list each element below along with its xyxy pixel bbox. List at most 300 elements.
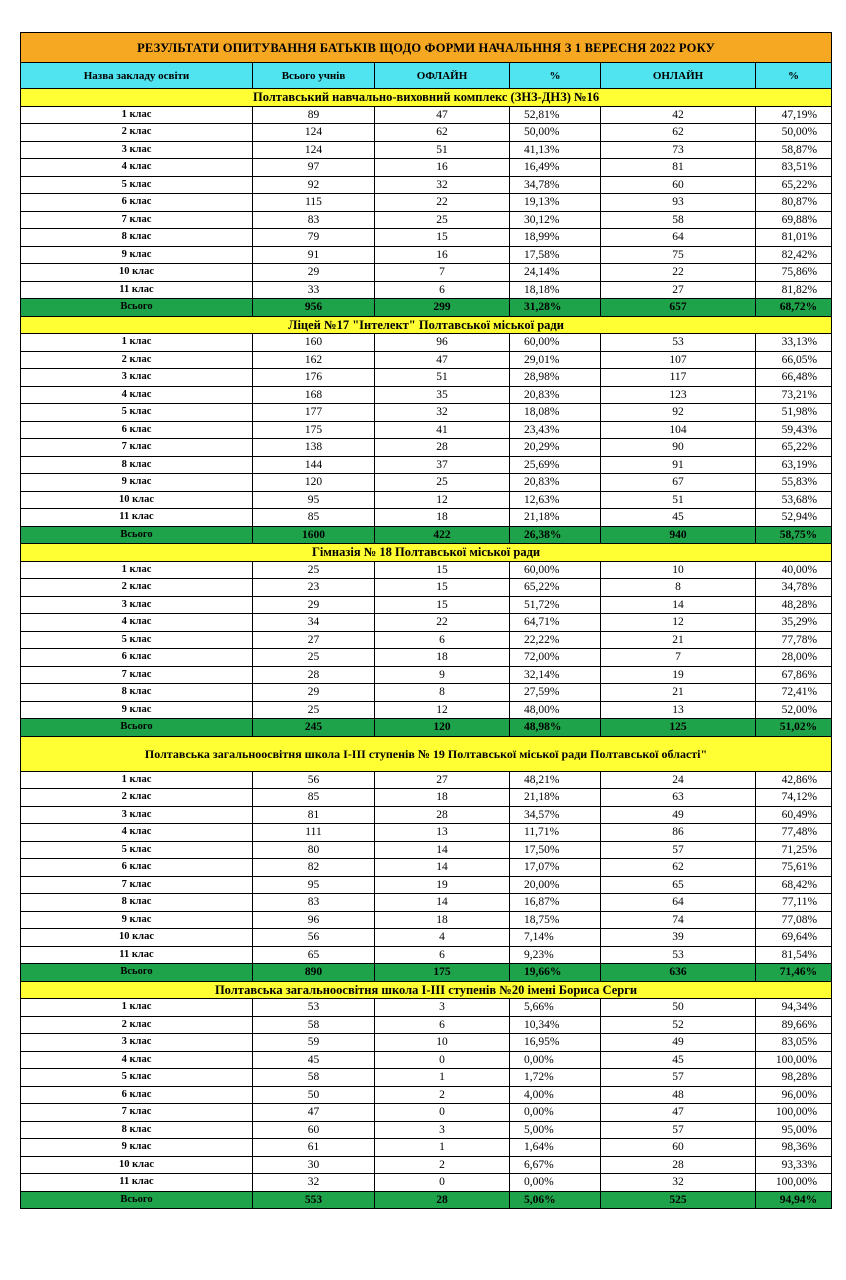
total-students: 138	[253, 439, 375, 457]
total-students: 85	[253, 789, 375, 807]
online-count: 64	[601, 229, 756, 247]
offline-count: 15	[375, 596, 510, 614]
online-count: 93	[601, 194, 756, 212]
table-row	[21, 561, 832, 579]
offline-percent: 0,00%	[510, 1051, 601, 1069]
total-offline-percent: 5,06%	[510, 1191, 601, 1209]
offline-percent: 21,18%	[510, 509, 601, 527]
school-name: Полтавська загальноосвітня школа І-ІІІ ступенів №20 імені Бориса Серги	[21, 981, 832, 999]
grade-label: 5 клас	[21, 176, 253, 194]
table-row	[21, 386, 832, 404]
grade-label: 10 клас	[21, 1156, 253, 1174]
grade-label: 1 клас	[21, 106, 253, 124]
table-row	[21, 404, 832, 422]
offline-percent: 50,00%	[510, 124, 601, 142]
total-students: 25	[253, 649, 375, 667]
total-students: 33	[253, 281, 375, 299]
column-header-online: ОНЛАЙН	[601, 63, 756, 89]
offline-percent: 18,18%	[510, 281, 601, 299]
total-students: 80	[253, 841, 375, 859]
online-percent: 74,12%	[756, 789, 832, 807]
offline-percent: 5,66%	[510, 999, 601, 1017]
total-students: 45	[253, 1051, 375, 1069]
total-students: 30	[253, 1156, 375, 1174]
offline-count: 14	[375, 894, 510, 912]
total-row	[21, 1191, 832, 1209]
online-percent: 96,00%	[756, 1086, 832, 1104]
table-row	[21, 824, 832, 842]
online-count: 48	[601, 1086, 756, 1104]
total-row	[21, 299, 832, 317]
total-students: 97	[253, 159, 375, 177]
table-row	[21, 946, 832, 964]
offline-count: 15	[375, 229, 510, 247]
offline-percent: 28,98%	[510, 369, 601, 387]
online-percent: 95,00%	[756, 1121, 832, 1139]
offline-count: 22	[375, 194, 510, 212]
grade-label: 6 клас	[21, 649, 253, 667]
total-students: 27	[253, 631, 375, 649]
grade-label: 11 клас	[21, 1174, 253, 1192]
grade-label: 2 клас	[21, 1016, 253, 1034]
total-students: 23	[253, 579, 375, 597]
online-percent: 82,42%	[756, 246, 832, 264]
online-count: 51	[601, 491, 756, 509]
offline-percent: 19,13%	[510, 194, 601, 212]
total-students: 168	[253, 386, 375, 404]
online-percent: 75,61%	[756, 859, 832, 877]
offline-count: 10	[375, 1034, 510, 1052]
online-percent: 77,08%	[756, 911, 832, 929]
total-students: 82	[253, 859, 375, 877]
online-percent: 50,00%	[756, 124, 832, 142]
table-row	[21, 106, 832, 124]
school-header-row	[21, 89, 832, 107]
offline-percent: 0,00%	[510, 1174, 601, 1192]
online-percent: 100,00%	[756, 1104, 832, 1122]
online-percent: 53,68%	[756, 491, 832, 509]
total-online-percent: 71,46%	[756, 964, 832, 982]
offline-percent: 23,43%	[510, 421, 601, 439]
online-count: 7	[601, 649, 756, 667]
grade-label: 1 клас	[21, 771, 253, 789]
grade-label: 3 клас	[21, 596, 253, 614]
offline-percent: 17,07%	[510, 859, 601, 877]
total-students: 47	[253, 1104, 375, 1122]
online-percent: 69,64%	[756, 929, 832, 947]
total-students: 58	[253, 1016, 375, 1034]
total-offline-count: 299	[375, 299, 510, 317]
online-count: 49	[601, 1034, 756, 1052]
offline-count: 51	[375, 369, 510, 387]
offline-percent: 60,00%	[510, 334, 601, 352]
offline-percent: 30,12%	[510, 211, 601, 229]
online-count: 45	[601, 509, 756, 527]
offline-percent: 27,59%	[510, 684, 601, 702]
offline-percent: 5,00%	[510, 1121, 601, 1139]
offline-count: 25	[375, 211, 510, 229]
offline-percent: 65,22%	[510, 579, 601, 597]
offline-count: 25	[375, 474, 510, 492]
column-header-offline: ОФЛАЙН	[375, 63, 510, 89]
online-count: 24	[601, 771, 756, 789]
title-row	[21, 33, 832, 63]
table-row	[21, 124, 832, 142]
grade-label: 9 клас	[21, 701, 253, 719]
grade-label: 9 клас	[21, 911, 253, 929]
online-count: 28	[601, 1156, 756, 1174]
online-count: 81	[601, 159, 756, 177]
online-count: 50	[601, 999, 756, 1017]
grade-label: 4 клас	[21, 1051, 253, 1069]
total-online-percent: 68,72%	[756, 299, 832, 317]
grade-label: 11 клас	[21, 281, 253, 299]
offline-percent: 34,78%	[510, 176, 601, 194]
online-percent: 77,78%	[756, 631, 832, 649]
offline-count: 96	[375, 334, 510, 352]
online-percent: 89,66%	[756, 1016, 832, 1034]
grade-label: 10 клас	[21, 929, 253, 947]
online-percent: 93,33%	[756, 1156, 832, 1174]
offline-count: 16	[375, 246, 510, 264]
online-count: 63	[601, 789, 756, 807]
table-row	[21, 684, 832, 702]
online-percent: 48,28%	[756, 596, 832, 614]
grade-label: 4 клас	[21, 159, 253, 177]
total-online-count: 940	[601, 526, 756, 544]
grade-label: 8 клас	[21, 456, 253, 474]
online-count: 21	[601, 631, 756, 649]
table-row	[21, 246, 832, 264]
total-students: 83	[253, 894, 375, 912]
offline-percent: 18,08%	[510, 404, 601, 422]
school-name: Ліцей №17 "Інтелект" Полтавської міської ради	[21, 316, 832, 334]
total-online-count: 525	[601, 1191, 756, 1209]
offline-count: 1	[375, 1069, 510, 1087]
grade-label: 3 клас	[21, 141, 253, 159]
total-students: 34	[253, 614, 375, 632]
offline-percent: 20,83%	[510, 474, 601, 492]
table-row	[21, 806, 832, 824]
grade-label: 8 клас	[21, 684, 253, 702]
offline-count: 18	[375, 649, 510, 667]
total-students: 28	[253, 666, 375, 684]
table-row	[21, 1034, 832, 1052]
online-count: 53	[601, 946, 756, 964]
online-count: 53	[601, 334, 756, 352]
online-percent: 28,00%	[756, 649, 832, 667]
grade-label: 8 клас	[21, 894, 253, 912]
offline-percent: 16,95%	[510, 1034, 601, 1052]
online-percent: 47,19%	[756, 106, 832, 124]
table-row	[21, 579, 832, 597]
offline-count: 18	[375, 789, 510, 807]
offline-count: 12	[375, 701, 510, 719]
total-offline-count: 120	[375, 719, 510, 737]
offline-count: 47	[375, 351, 510, 369]
total-total-students: 553	[253, 1191, 375, 1209]
total-students: 95	[253, 491, 375, 509]
table-row	[21, 1051, 832, 1069]
total-students: 53	[253, 999, 375, 1017]
online-count: 57	[601, 1121, 756, 1139]
offline-percent: 17,58%	[510, 246, 601, 264]
grade-label: 3 клас	[21, 1034, 253, 1052]
column-header-total-students: Всього учнів	[253, 63, 375, 89]
online-percent: 65,22%	[756, 439, 832, 457]
online-count: 8	[601, 579, 756, 597]
total-grade-label: Всього	[21, 719, 253, 737]
total-students: 60	[253, 1121, 375, 1139]
online-count: 57	[601, 841, 756, 859]
grade-label: 7 клас	[21, 666, 253, 684]
offline-count: 15	[375, 579, 510, 597]
online-count: 14	[601, 596, 756, 614]
table-row	[21, 1016, 832, 1034]
offline-count: 22	[375, 614, 510, 632]
table-row	[21, 141, 832, 159]
online-count: 21	[601, 684, 756, 702]
school-header-row	[21, 544, 832, 562]
offline-count: 2	[375, 1156, 510, 1174]
grade-label: 1 клас	[21, 999, 253, 1017]
online-percent: 94,34%	[756, 999, 832, 1017]
table-row	[21, 841, 832, 859]
total-students: 25	[253, 701, 375, 719]
table-row	[21, 999, 832, 1017]
total-grade-label: Всього	[21, 526, 253, 544]
online-count: 32	[601, 1174, 756, 1192]
online-percent: 35,29%	[756, 614, 832, 632]
total-offline-percent: 26,38%	[510, 526, 601, 544]
online-percent: 81,82%	[756, 281, 832, 299]
online-percent: 52,94%	[756, 509, 832, 527]
online-count: 49	[601, 806, 756, 824]
online-count: 62	[601, 124, 756, 142]
total-online-percent: 94,94%	[756, 1191, 832, 1209]
online-percent: 69,88%	[756, 211, 832, 229]
school-header-row	[21, 736, 832, 771]
online-percent: 80,87%	[756, 194, 832, 212]
table-row	[21, 1156, 832, 1174]
offline-count: 41	[375, 421, 510, 439]
offline-count: 37	[375, 456, 510, 474]
total-row	[21, 526, 832, 544]
total-online-count: 636	[601, 964, 756, 982]
offline-percent: 21,18%	[510, 789, 601, 807]
offline-percent: 16,49%	[510, 159, 601, 177]
online-count: 91	[601, 456, 756, 474]
online-percent: 83,05%	[756, 1034, 832, 1052]
total-students: 85	[253, 509, 375, 527]
total-students: 29	[253, 596, 375, 614]
grade-label: 1 клас	[21, 334, 253, 352]
total-students: 61	[253, 1139, 375, 1157]
offline-percent: 6,67%	[510, 1156, 601, 1174]
total-students: 83	[253, 211, 375, 229]
total-students: 160	[253, 334, 375, 352]
total-students: 176	[253, 369, 375, 387]
grade-label: 11 клас	[21, 946, 253, 964]
offline-count: 32	[375, 176, 510, 194]
online-percent: 98,28%	[756, 1069, 832, 1087]
total-students: 25	[253, 561, 375, 579]
grade-label: 7 клас	[21, 876, 253, 894]
online-count: 52	[601, 1016, 756, 1034]
total-offline-percent: 19,66%	[510, 964, 601, 982]
offline-percent: 9,23%	[510, 946, 601, 964]
header-row	[21, 63, 832, 89]
offline-percent: 18,99%	[510, 229, 601, 247]
grade-label: 6 клас	[21, 1086, 253, 1104]
offline-count: 6	[375, 281, 510, 299]
online-count: 60	[601, 176, 756, 194]
offline-percent: 11,71%	[510, 824, 601, 842]
online-percent: 65,22%	[756, 176, 832, 194]
column-header-school: Назва закладу освіти	[21, 63, 253, 89]
online-percent: 55,83%	[756, 474, 832, 492]
total-offline-percent: 48,98%	[510, 719, 601, 737]
total-offline-count: 28	[375, 1191, 510, 1209]
grade-label: 10 клас	[21, 264, 253, 282]
total-students: 92	[253, 176, 375, 194]
offline-count: 0	[375, 1104, 510, 1122]
grade-label: 11 клас	[21, 509, 253, 527]
table-row	[21, 1121, 832, 1139]
offline-percent: 52,81%	[510, 106, 601, 124]
grade-label: 8 клас	[21, 229, 253, 247]
grade-label: 2 клас	[21, 579, 253, 597]
offline-count: 13	[375, 824, 510, 842]
survey-sheet	[20, 32, 831, 1209]
grade-label: 6 клас	[21, 194, 253, 212]
offline-count: 19	[375, 876, 510, 894]
grade-label: 7 клас	[21, 439, 253, 457]
online-percent: 40,00%	[756, 561, 832, 579]
online-count: 74	[601, 911, 756, 929]
total-students: 50	[253, 1086, 375, 1104]
page-title: РЕЗУЛЬТАТИ ОПИТУВАННЯ БАТЬКІВ ЩОДО ФОРМИ НАЧАЛЬННЯ З 1 ВЕРЕСНЯ 2022 РОКУ	[21, 33, 832, 63]
online-percent: 81,01%	[756, 229, 832, 247]
offline-count: 3	[375, 999, 510, 1017]
total-online-count: 657	[601, 299, 756, 317]
table-row	[21, 369, 832, 387]
online-count: 67	[601, 474, 756, 492]
grade-label: 9 клас	[21, 1139, 253, 1157]
total-students: 79	[253, 229, 375, 247]
table-row	[21, 666, 832, 684]
offline-count: 0	[375, 1174, 510, 1192]
offline-count: 0	[375, 1051, 510, 1069]
offline-percent: 12,63%	[510, 491, 601, 509]
online-percent: 73,21%	[756, 386, 832, 404]
total-offline-count: 175	[375, 964, 510, 982]
online-percent: 77,48%	[756, 824, 832, 842]
table-row	[21, 701, 832, 719]
total-row	[21, 719, 832, 737]
school-header-row	[21, 981, 832, 999]
online-percent: 58,87%	[756, 141, 832, 159]
table-row	[21, 596, 832, 614]
online-count: 60	[601, 1139, 756, 1157]
table-row	[21, 334, 832, 352]
grade-label: 4 клас	[21, 386, 253, 404]
offline-count: 7	[375, 264, 510, 282]
total-students: 95	[253, 876, 375, 894]
total-total-students: 956	[253, 299, 375, 317]
grade-label: 9 клас	[21, 246, 253, 264]
offline-percent: 1,72%	[510, 1069, 601, 1087]
table-row	[21, 194, 832, 212]
survey-table	[20, 32, 832, 1209]
offline-percent: 0,00%	[510, 1104, 601, 1122]
total-grade-label: Всього	[21, 1191, 253, 1209]
school-name: Гімназія № 18 Полтавської міської ради	[21, 544, 832, 562]
total-students: 81	[253, 806, 375, 824]
online-percent: 52,00%	[756, 701, 832, 719]
total-students: 124	[253, 141, 375, 159]
table-row	[21, 1104, 832, 1122]
online-count: 92	[601, 404, 756, 422]
online-percent: 33,13%	[756, 334, 832, 352]
school-name: Полтавський навчально-виховний комплекс (ЗНЗ-ДНЗ) №16	[21, 89, 832, 107]
online-percent: 81,54%	[756, 946, 832, 964]
online-percent: 68,42%	[756, 876, 832, 894]
table-row	[21, 649, 832, 667]
online-count: 13	[601, 701, 756, 719]
offline-count: 27	[375, 771, 510, 789]
table-row	[21, 876, 832, 894]
grade-label: 4 клас	[21, 614, 253, 632]
total-students: 65	[253, 946, 375, 964]
online-count: 42	[601, 106, 756, 124]
online-count: 90	[601, 439, 756, 457]
table-row	[21, 1139, 832, 1157]
offline-percent: 20,83%	[510, 386, 601, 404]
total-total-students: 890	[253, 964, 375, 982]
online-count: 123	[601, 386, 756, 404]
offline-count: 32	[375, 404, 510, 422]
total-grade-label: Всього	[21, 964, 253, 982]
offline-percent: 20,29%	[510, 439, 601, 457]
survey-table-body	[21, 33, 832, 1209]
total-grade-label: Всього	[21, 299, 253, 317]
offline-count: 14	[375, 859, 510, 877]
table-row	[21, 439, 832, 457]
online-count: 12	[601, 614, 756, 632]
offline-percent: 48,00%	[510, 701, 601, 719]
offline-count: 6	[375, 631, 510, 649]
total-students: 89	[253, 106, 375, 124]
grade-label: 1 клас	[21, 561, 253, 579]
online-percent: 83,51%	[756, 159, 832, 177]
table-row	[21, 211, 832, 229]
offline-count: 18	[375, 911, 510, 929]
table-row	[21, 1174, 832, 1192]
online-count: 22	[601, 264, 756, 282]
online-percent: 98,36%	[756, 1139, 832, 1157]
table-row	[21, 176, 832, 194]
grade-label: 6 клас	[21, 859, 253, 877]
table-row	[21, 351, 832, 369]
total-students: 120	[253, 474, 375, 492]
offline-count: 3	[375, 1121, 510, 1139]
offline-count: 16	[375, 159, 510, 177]
offline-count: 9	[375, 666, 510, 684]
grade-label: 5 клас	[21, 404, 253, 422]
table-row	[21, 929, 832, 947]
offline-percent: 17,50%	[510, 841, 601, 859]
